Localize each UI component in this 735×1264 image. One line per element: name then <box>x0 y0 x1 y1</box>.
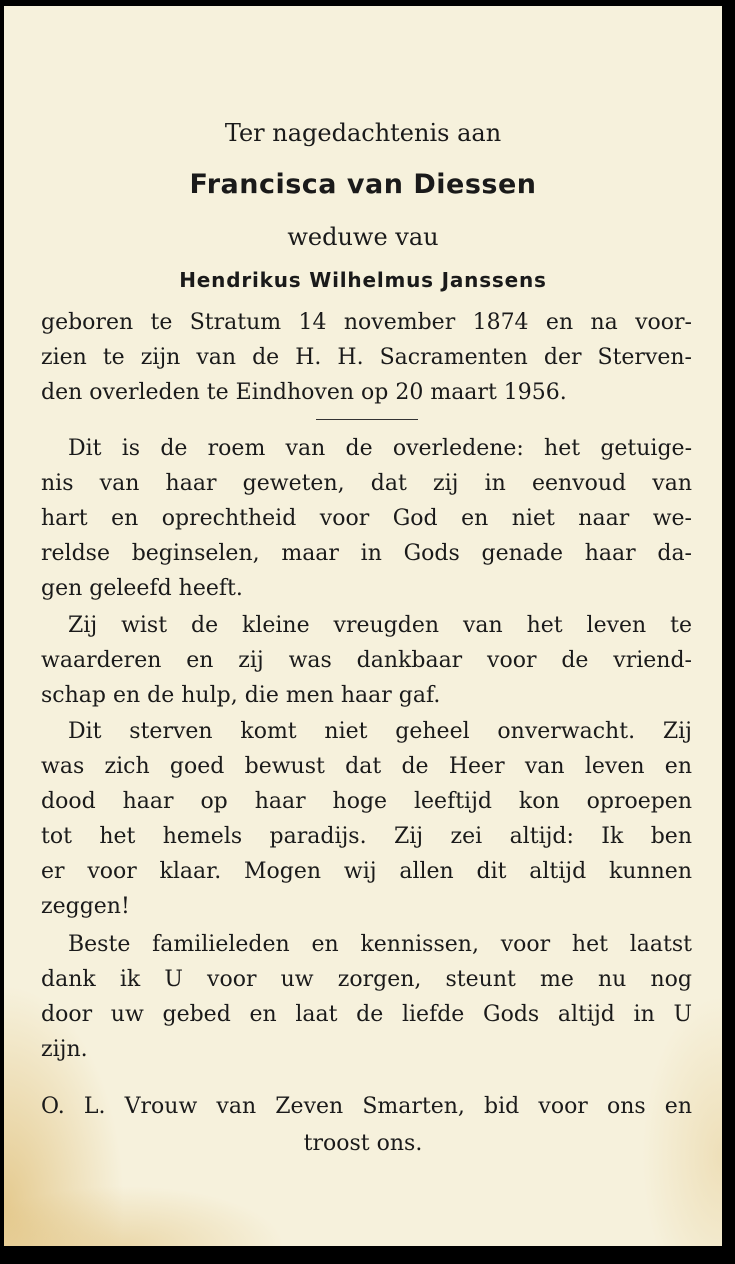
paragraph-line: tot het hemels paradijs. Zij zei altijd: Ik ben <box>41 824 692 849</box>
card-heading: Ter nagedachtenis aan <box>224 119 502 147</box>
memorial-card <box>4 6 722 1246</box>
paragraph-line: schap en de hulp, die men haar gaf. <box>41 683 441 708</box>
prayer-line: troost ons. <box>303 1131 423 1156</box>
paragraph-line: dank ik U voor uw zorgen, steunt me nu nog <box>41 967 692 992</box>
paragraph-line: Beste familieleden en kennissen, voor het laatst <box>68 932 692 957</box>
bio-line: zien te zijn van de H. H. Sacramenten der Sterven- <box>41 345 692 370</box>
divider-rule <box>316 419 418 420</box>
paragraph-line: hart en oprechtheid voor God en niet naar we- <box>41 506 692 531</box>
paragraph-line: Dit sterven komt niet geheel onverwacht. Zij <box>68 719 692 744</box>
paragraph-line: gen geleefd heeft. <box>41 576 243 601</box>
paragraph-line: Zij wist de kleine vreugden van het leven te <box>68 613 692 638</box>
relation-text: weduwe vau <box>287 223 439 251</box>
deceased-name: Francisca van Diessen <box>189 169 537 200</box>
paragraph-line: er voor klaar. Mogen wij allen dit altijd kunnen <box>41 859 692 884</box>
paragraph-line: waarderen en zij was dankbaar voor de vriend- <box>41 648 692 673</box>
bio-line: den overleden te Eindhoven op 20 maart 1956. <box>41 380 567 405</box>
paragraph-line: Dit is de roem van de overledene: het getuige- <box>68 436 692 461</box>
paragraph-line: reldse beginselen, maar in Gods genade haar da- <box>41 541 692 566</box>
paragraph-line: zeggen! <box>41 894 130 919</box>
paragraph-line: nis van haar geweten, dat zij in eenvoud van <box>41 471 692 496</box>
paragraph-line: door uw gebed en laat de liefde Gods altijd in U <box>41 1002 692 1027</box>
paragraph-line: was zich goed bewust dat de Heer van leven en <box>41 754 692 779</box>
prayer-line: O. L. Vrouw van Zeven Smarten, bid voor ons en <box>41 1094 692 1119</box>
paragraph-line: zijn. <box>41 1037 88 1062</box>
paragraph-line: dood haar op haar hoge leeftijd kon oproepen <box>41 789 692 814</box>
bio-line: geboren te Stratum 14 november 1874 en na voor- <box>41 310 692 335</box>
spouse-name: Hendrikus Wilhelmus Janssens <box>179 268 547 292</box>
